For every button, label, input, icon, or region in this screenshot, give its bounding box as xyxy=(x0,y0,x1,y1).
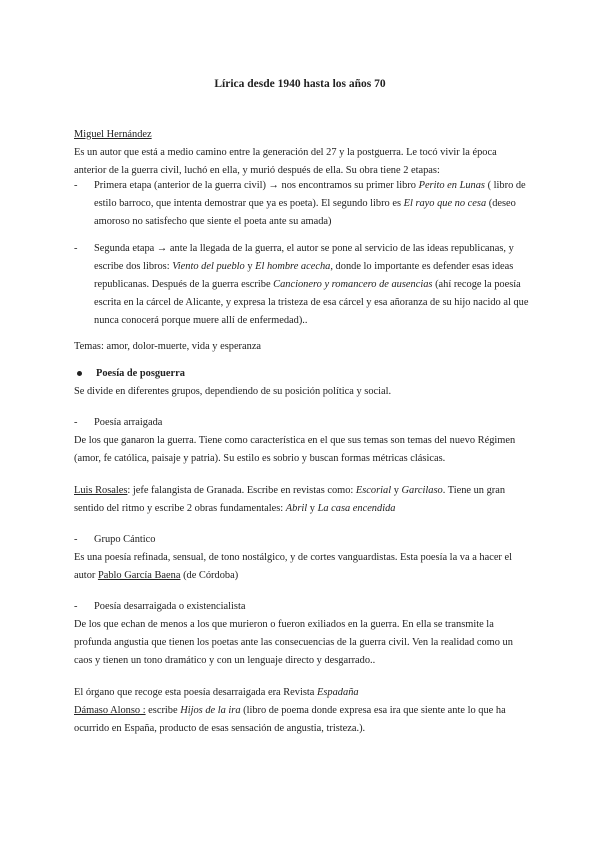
miguel-stage-2: - Segunda etapa → ante la llegada de la guerra, el autor se pone al servicio de las ideas republicanas, y escribe dos libros: Viento del pueblo y El hombre acecha, donde lo importante es defender esas ideas republicanas. Después de la guerra escribe Cancionero y romancero de ausencias (ahí recoge la poesía escrita en la cárcel de Alicante, y expresa la tristeza de esa cárcel y esa añoranza de su hijo nacido al que nunca conocerá porque muere allí de enfermedad).. xyxy=(74,240,530,330)
book-title: El hombre acecha xyxy=(255,261,331,272)
miguel-section xyxy=(74,126,530,180)
book-title: El rayo que no cesa xyxy=(403,198,487,209)
author-name: Luis Rosales xyxy=(74,485,128,496)
book-title: Cancionero y romancero de ausencias xyxy=(273,279,433,290)
book-title: La casa encendida xyxy=(317,503,396,514)
bullet-icon xyxy=(77,371,82,376)
cantico-text: Es una poesía refinada, sensual, de tono nostálgico, y de cortes vanguardistas. Esta poesía la va a hacer el autor Pablo García Baena (de Córdoba) xyxy=(74,552,512,581)
miguel-themes: Temas: amor, dolor-muerte, vida y esperanza xyxy=(74,341,262,352)
posguerra-section xyxy=(74,365,530,401)
book-title: Perito en Lunas xyxy=(418,180,485,191)
posguerra-intro: Se divide en diferentes grupos, dependiendo de su posición política y social. xyxy=(74,386,392,397)
cantico-heading: - Grupo Cántico xyxy=(74,534,156,545)
rosales-paragraph: Luis Rosales: jefe falangista de Granada. Escribe en revistas como: Escorial y Garcilaso. Tiene un gran sentido del ritmo y escribe 2 obras fundamentales: Abril y La casa encendida xyxy=(74,485,506,514)
desarraigada-text: De los que echan de menos a los que murieron o fueron exiliados en la guerra. En ella se transmite la profunda angustia que tienen los poetas ante las consecuencias de la guerra civil. Ven la realidad como un caos y tienen un tono dramático y con un lenguaje directo y desgarrado.. xyxy=(74,619,513,666)
miguel-stage-1: - Primera etapa (anterior de la guerra civil) → nos encontramos su primer libro Perito en Lunas ( libro de estilo barroco, que intenta demostrar que ya es poeta). El segundo libro es El rayo que no cesa (deseo amoroso no satisfecho que siente el poeta ante su amada) xyxy=(74,177,530,231)
miguel-heading: Miguel Hernández xyxy=(74,129,152,140)
arraigada-text: De los que ganaron la guerra. Tiene como característica en el que sus temas son temas del nuevo Régimen (amor, fe católica, paisaje y patria). Su estilo es sobrio y buscan formas métricas clásicas. xyxy=(74,435,516,464)
author-name: Pablo García Baena xyxy=(97,570,181,581)
arraigada-heading: - Poesía arraigada xyxy=(74,417,163,428)
magazine-title: Espadaña xyxy=(317,687,359,698)
page-title: Lírica desde 1940 hasta los años 70 xyxy=(214,78,386,90)
book-title: Hijos de la ira xyxy=(180,705,241,716)
posguerra-heading: Poesía de posguerra xyxy=(74,365,530,383)
book-title: Viento del pueblo xyxy=(172,261,245,272)
magazine-title: Escorial xyxy=(355,485,392,496)
magazine-title: Garcilaso xyxy=(401,485,443,496)
book-title: Abril xyxy=(285,503,308,514)
miguel-intro: Es un autor que está a medio camino entre la generación del 27 y la postguerra. Le tocó vivir la época anterior de la guerra civil, luchó en ella, y murió después de ella. Su obra tiene 2 etapas: xyxy=(74,147,497,176)
author-name: Dámaso Alonso : xyxy=(74,705,146,716)
list-dash: - xyxy=(74,243,78,254)
list-dash: - xyxy=(74,180,78,191)
arraigada-section xyxy=(74,414,530,468)
espadana-paragraph: El órgano que recoge esta poesía desarraigada era Revista Espadaña Dámaso Alonso : escribe Hijos de la ira (libro de poema donde expresa esa ira que siente ante lo que ha ocurrido en España, producto de esas sensación de angustia, tristeza.). xyxy=(74,687,506,734)
desarraigada-section xyxy=(74,598,530,670)
desarraigada-heading: - Poesía desarraigada o existencialista xyxy=(74,601,246,612)
cantico-section xyxy=(74,531,530,585)
